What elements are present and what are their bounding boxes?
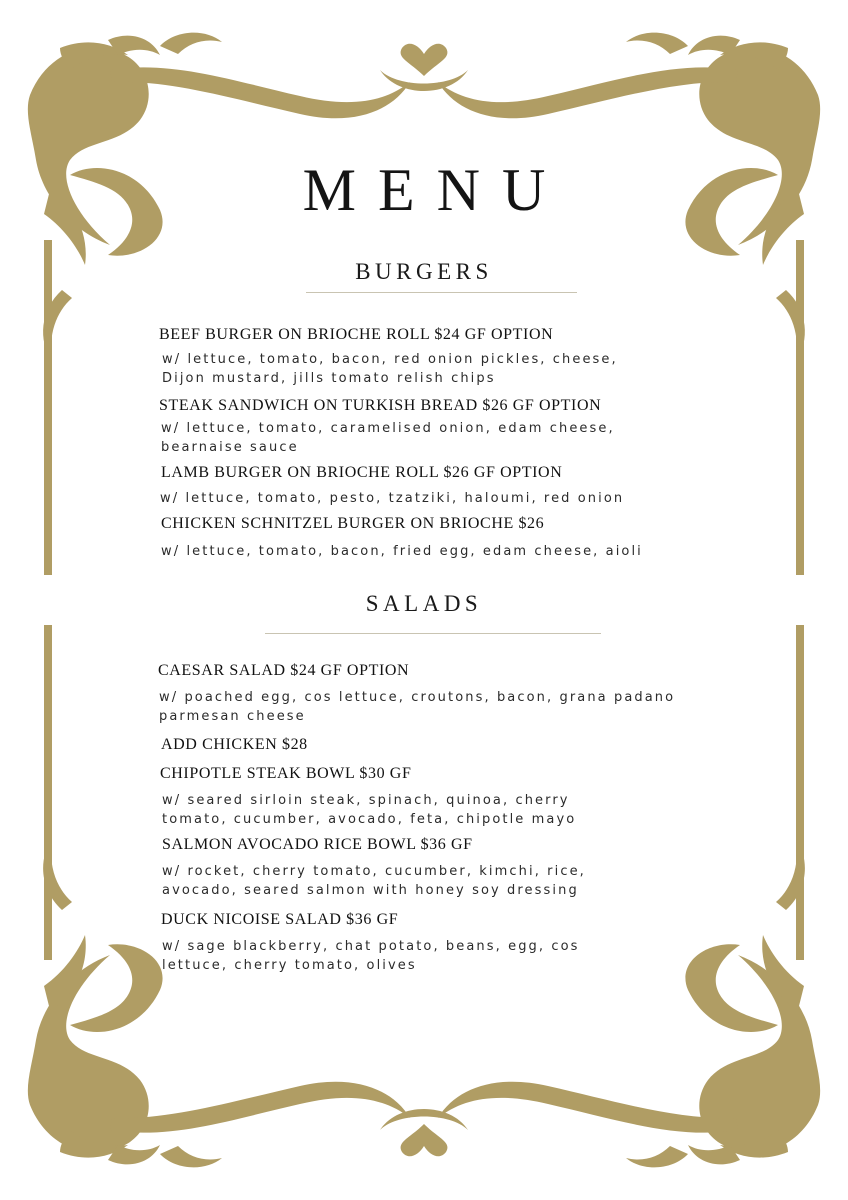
section-title-burgers: BURGERS bbox=[355, 259, 493, 284]
section-divider bbox=[265, 633, 601, 634]
menu-item-name: LAMB BURGER ON BRIOCHE ROLL $26 GF OPTION bbox=[161, 464, 563, 481]
menu-item-name: SALMON AVOCADO RICE BOWL $36 GF bbox=[162, 836, 473, 853]
menu-item-description: w/ lettuce, tomato, bacon, fried egg, edam cheese, aioli bbox=[161, 544, 643, 559]
menu-item-name: CHIPOTLE STEAK BOWL $30 GF bbox=[160, 765, 412, 782]
menu-item-name: CAESAR SALAD $24 GF OPTION bbox=[158, 662, 410, 679]
menu-item-name: STEAK SANDWICH ON TURKISH BREAD $26 GF OPTION bbox=[159, 397, 602, 414]
section-title-salads: SALADS bbox=[365, 591, 483, 616]
section-divider bbox=[306, 292, 577, 293]
menu-item-description: w/ poached egg, cos lettuce, croutons, bacon, grana padano parmesan cheese bbox=[159, 690, 676, 724]
menu-item-description: w/ lettuce, tomato, bacon, red onion pickles, cheese, Dijon mustard, jills tomato relish chips bbox=[162, 352, 618, 386]
menu-item-description: w/ sage blackberry, chat potato, beans, egg, cos lettuce, cherry tomato, olives bbox=[162, 939, 580, 973]
menu-item-name: CHICKEN SCHNITZEL BURGER ON BRIOCHE $26 bbox=[161, 515, 545, 532]
menu-item-name: ADD CHICKEN $28 bbox=[161, 736, 308, 753]
menu-item-description: w/ rocket, cherry tomato, cucumber, kimchi, rice, avocado, seared salmon with honey soy dressing bbox=[162, 864, 586, 898]
menu-title: MENU bbox=[302, 157, 568, 223]
menu-item-name: DUCK NICOISE SALAD $36 GF bbox=[161, 911, 399, 928]
menu-item-description: w/ seared sirloin steak, spinach, quinoa, cherry tomato, cucumber, avocado, feta, chipotle mayo bbox=[162, 793, 577, 827]
menu-item-description: w/ lettuce, tomato, caramelised onion, edam cheese, bearnaise sauce bbox=[161, 421, 615, 455]
menu-item-description: w/ lettuce, tomato, pesto, tzatziki, haloumi, red onion bbox=[160, 491, 625, 506]
menu-item-name: BEEF BURGER ON BRIOCHE ROLL $24 GF OPTION bbox=[159, 326, 554, 343]
